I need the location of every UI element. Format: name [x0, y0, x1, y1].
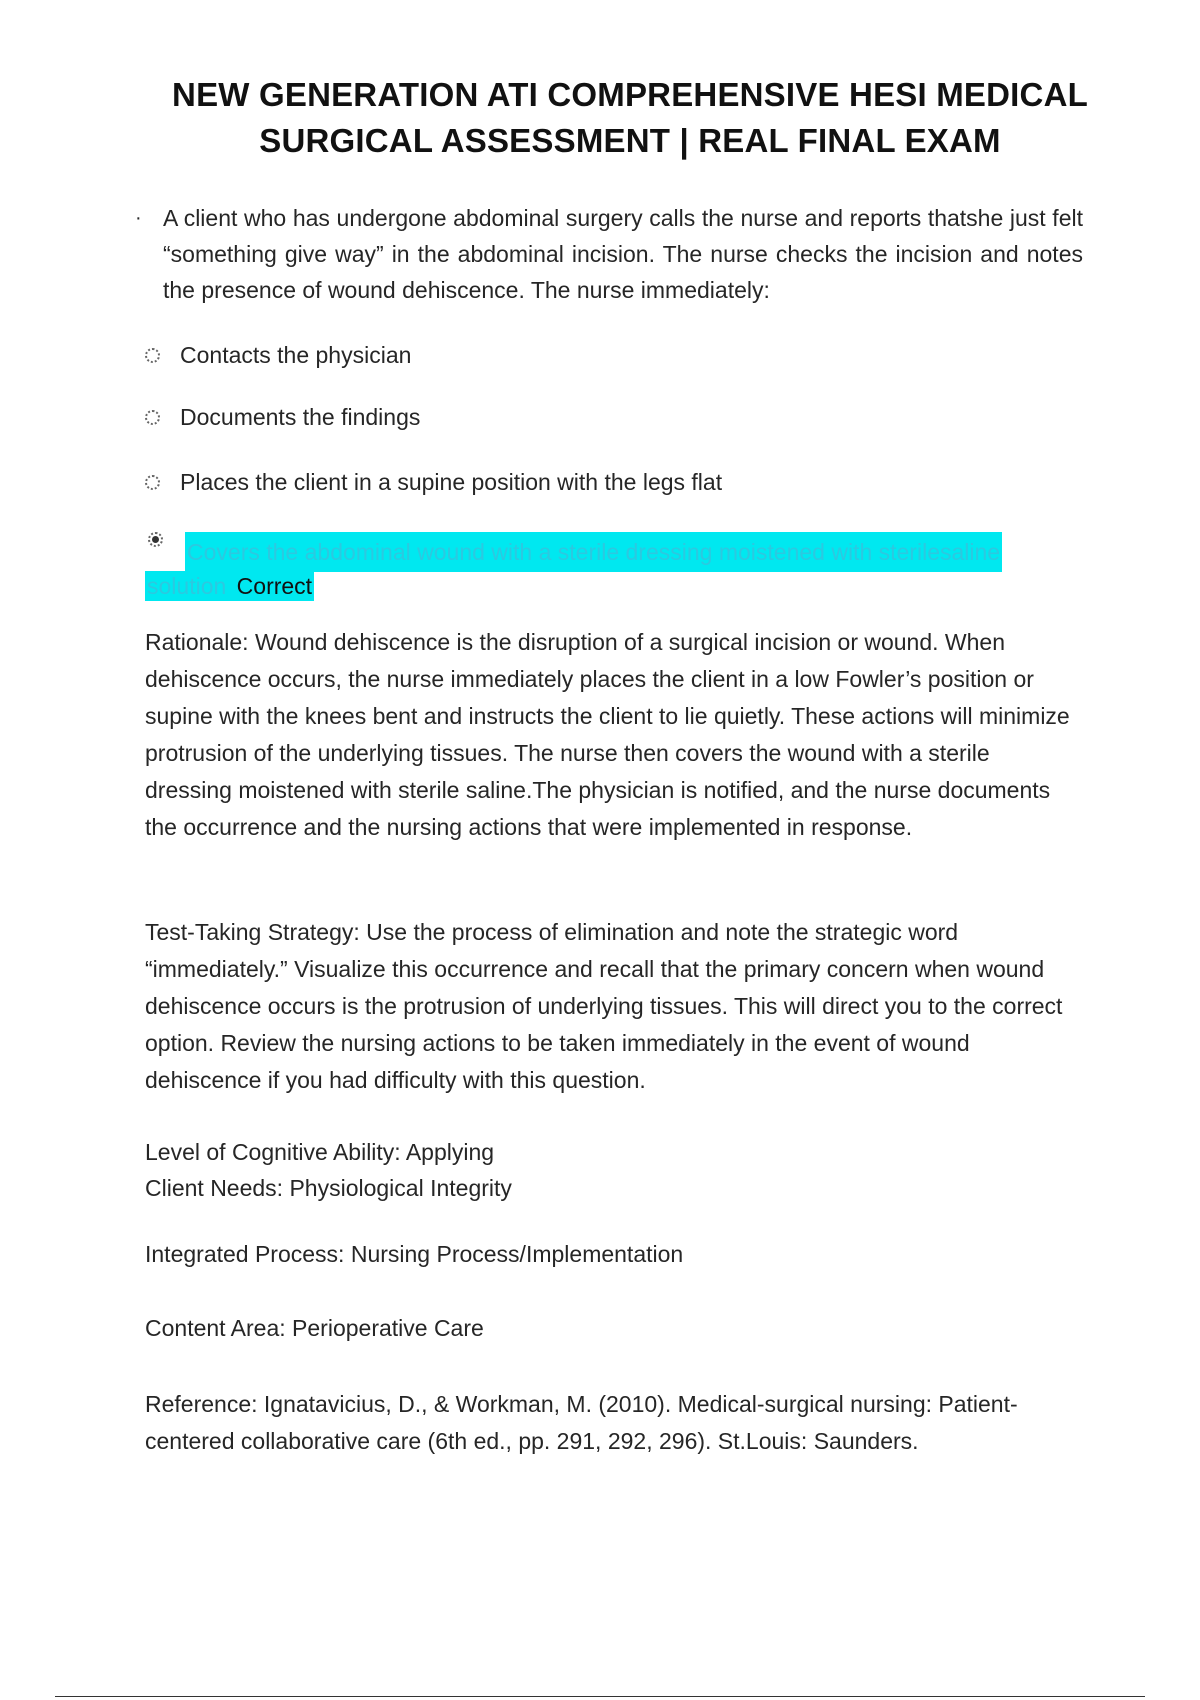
option-label: Places the client in a supine position with the legs flat	[180, 469, 723, 495]
page-title: NEW GENERATION ATI COMPREHENSIVE HESI MEDICAL SURGICAL ASSESSMENT | REAL FINAL EXAM	[172, 76, 1088, 159]
client-needs: Client Needs: Physiological Integrity	[145, 1175, 512, 1201]
reference-citation: Reference: Ignatavicius, D., & Workman, M. (2010). Medical-surgical nursing: Patient-centered collaborative care (6th ed., pp. 291, 292, 296). St.Louis: Saunders.	[145, 1391, 1018, 1454]
question-text: A client who has undergone abdominal surgery calls the nurse and reports thatshe just felt “something give way” in the abdominal incision. The nurse checks the incision and notes the presence of wound dehiscence. The nurse immediately:	[163, 205, 1083, 303]
highlighted-answer-end: solution	[147, 573, 227, 599]
highlighted-answer-line-2	[145, 568, 314, 604]
radio-selected-icon[interactable]	[148, 532, 163, 547]
rationale-paragraph: Rationale: Wound dehiscence is the disruption of a surgical incision or wound. When dehiscence occurs, the nurse immediately places the client in a low Fowler’s position or supine with the knees bent and instructs the client to lie quietly. These actions will minimize protrusion of the underlying tissues. The nurse then covers the wound with a sterile dressing moistened with sterile saline.The physician is notified, and the nurse documents the occurrence and the nursing actions that were implemented in response.	[145, 629, 1070, 840]
integrated-process: Integrated Process: Nursing Process/Implementation	[145, 1241, 684, 1267]
answer-option[interactable]	[145, 338, 411, 372]
content-area: Content Area: Perioperative Care	[145, 1315, 484, 1341]
option-label: Contacts the physician	[180, 342, 412, 368]
radio-unselected-icon[interactable]	[145, 475, 160, 490]
radio-unselected-icon[interactable]	[145, 348, 160, 363]
strategy-paragraph: Test-Taking Strategy: Use the process of elimination and note the strategic word “immediately.” Visualize this occurrence and recall that the primary concern when wound dehiscence occurs is the protrusion of underlying tissues. This will direct you to the correct option. Review the nursing actions to be taken immediately in the event of wound dehiscence if you had difficulty with this question.	[145, 919, 1063, 1093]
question-bullet: ·	[135, 207, 142, 229]
correct-label	[228, 571, 314, 601]
correct-tag: Correct	[236, 573, 313, 599]
question-stem	[135, 200, 1083, 308]
highlighted-answer-line-1: Covers the abdominal wound with a sterile dressing moistened with sterilesaline	[185, 532, 1002, 572]
radio-unselected-icon[interactable]	[145, 410, 160, 425]
answer-option[interactable]	[145, 400, 420, 434]
option-label: Documents the findings	[180, 404, 421, 430]
footer-divider	[55, 1696, 1145, 1697]
cognitive-level: Level of Cognitive Ability: Applying	[145, 1139, 495, 1165]
answer-option[interactable]	[145, 465, 722, 499]
